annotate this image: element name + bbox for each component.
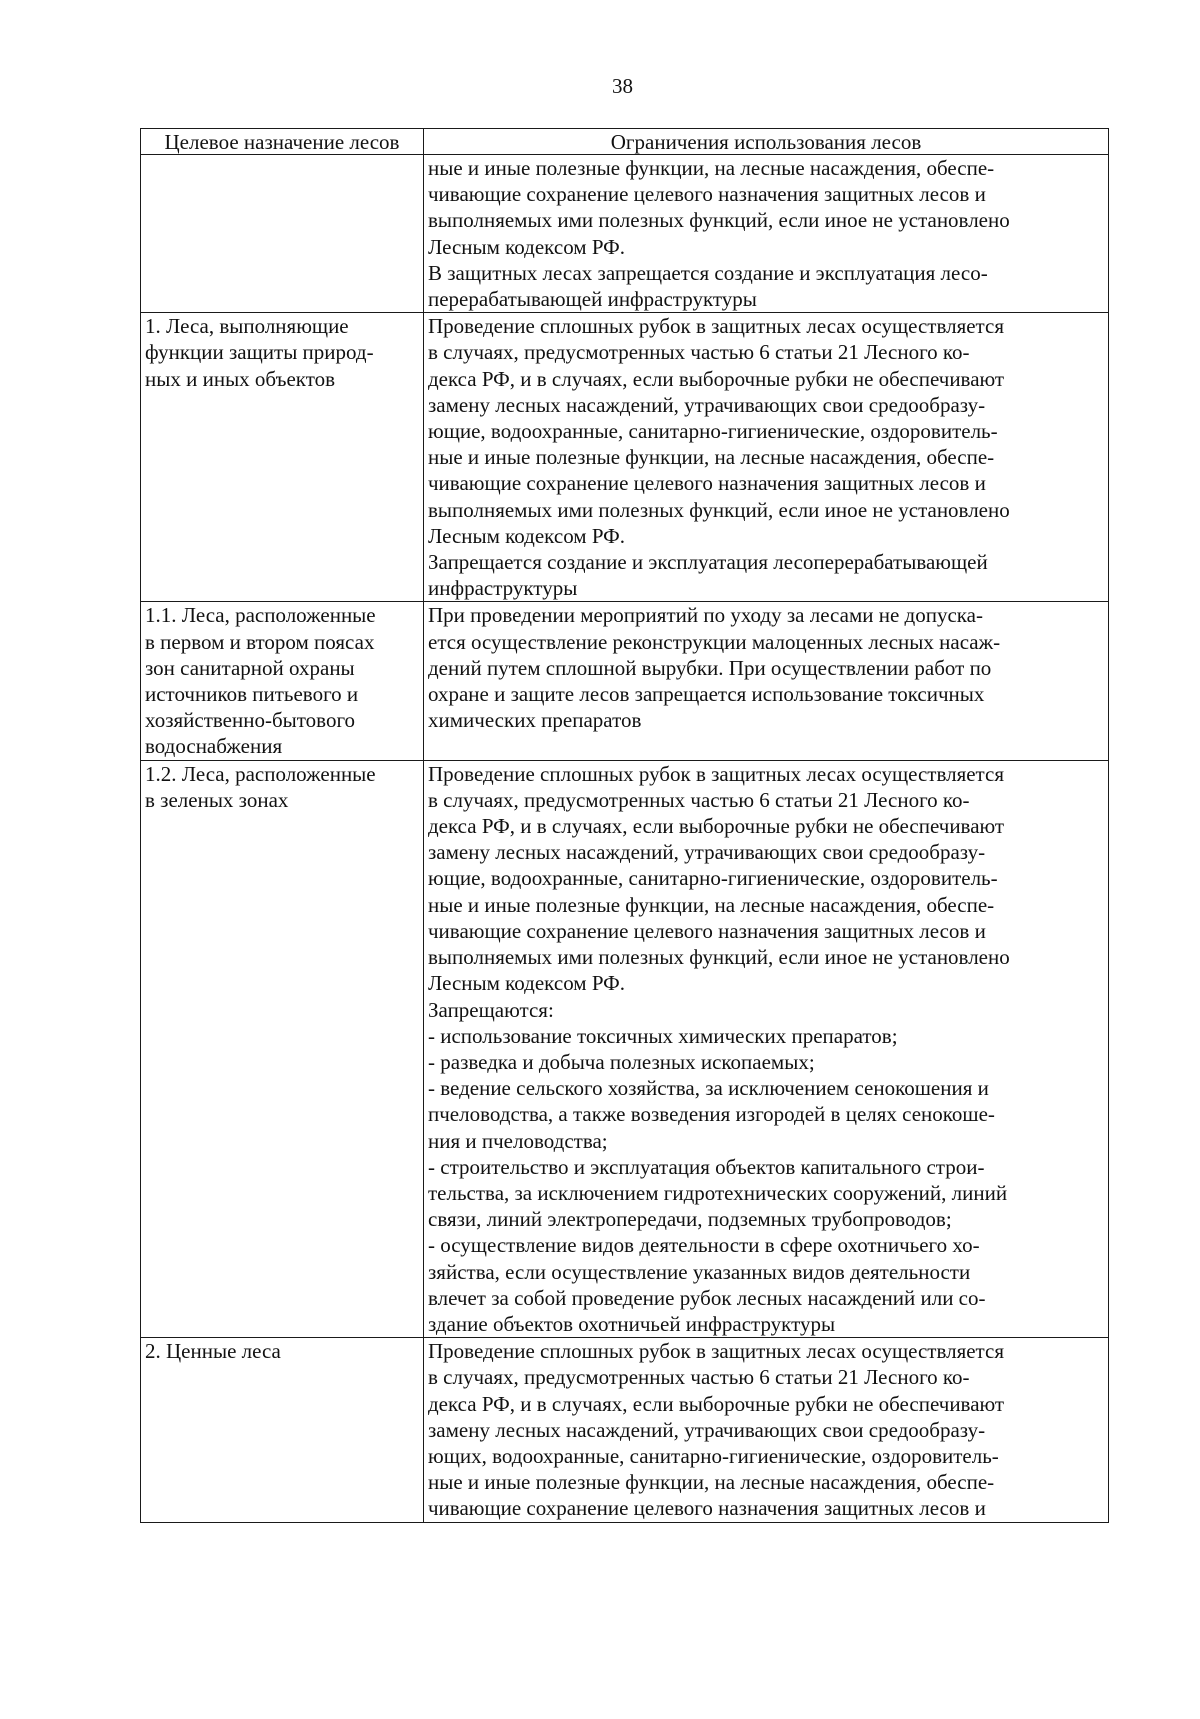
restrictions-cell: Проведение сплошных рубок в защитных лесах осуществляется в случаях, предусмотренных частью 6 статьи 21 Лесного ко- декса РФ, и в случаях, если выборочные рубки не обеспечивают замену лесных насаждений, утрачивающих свои средообразу- ющие, водоохранные, санитарно-гигиенические, оздоровитель- ные и иные полезные функции, на лесные насаждения, обеспе- чивающие сохранение целевого назначения защитных лесов и выполняемых ими полезных функций, если иное не установлено Лесным кодексом РФ. Запрещается создание и эксплуатация лесоперерабатывающей инфраструктуры bbox=[424, 313, 1109, 602]
forest-restrictions-table bbox=[140, 128, 1109, 1523]
header-restrictions: Ограничения использования лесов bbox=[424, 129, 1109, 155]
table-row bbox=[141, 1338, 1109, 1522]
table-row bbox=[141, 155, 1109, 313]
restrictions-cell: Проведение сплошных рубок в защитных лесах осуществляется в случаях, предусмотренных частью 6 статьи 21 Лесного ко- декса РФ, и в случаях, если выборочные рубки не обеспечивают замену лесных насаждений, утрачивающих свои средообразу- ющие, водоохранные, санитарно-гигиенические, оздоровитель- ные и иные полезные функции, на лесные насаждения, обеспе- чивающие сохранение целевого назначения защитных лесов и выполняемых ими полезных функций, если иное не установлено Лесным кодексом РФ. Запрещаются: - использование токсичных химических препаратов; - разведка и добыча полезных ископаемых; - ведение сельского хозяйства, за исключением сенокошения и пчеловодства, а также возведения изгородей в целях сенокоше- ния и пчеловодства; - строительство и эксплуатация объектов капитального строи- тельства, за исключением гидротехнических сооружений, линий связи, линий электропередачи, подземных трубопроводов; - осуществление видов деятельности в сфере охотничьего хо- зяйства, если осуществление указанных видов деятельности влечет за собой проведение рубок лесных насаждений или со- здание объектов охотничьей инфраструктуры bbox=[424, 760, 1109, 1337]
table-row bbox=[141, 313, 1109, 602]
purpose-cell: 1. Леса, выполняющие функции защиты природ- ных и иных объектов bbox=[141, 313, 424, 602]
table-row bbox=[141, 602, 1109, 760]
purpose-cell: 2. Ценные леса bbox=[141, 1338, 424, 1522]
restrictions-cell: Проведение сплошных рубок в защитных лесах осуществляется в случаях, предусмотренных частью 6 статьи 21 Лесного ко- декса РФ, и в случаях, если выборочные рубки не обеспечивают замену лесных насаждений, утрачивающих свои средообразу- ющих, водоохранные, санитарно-гигиенические, оздоровитель- ные и иные полезные функции, на лесные насаждения, обеспе- чивающие сохранение целевого назначения защитных лесов и bbox=[424, 1338, 1109, 1522]
restrictions-cell: ные и иные полезные функции, на лесные насаждения, обеспе- чивающие сохранение целевого назначения защитных лесов и выполняемых ими полезных функций, если иное не установлено Лесным кодексом РФ. В защитных лесах запрещается создание и эксплуатация лесо- перерабатывающей инфраструктуры bbox=[424, 155, 1109, 313]
purpose-cell: 1.1. Леса, расположенные в первом и втором поясах зон санитарной охраны источников питьевого и хозяйственно-бытового водоснабжения bbox=[141, 602, 424, 760]
page-number: 38 bbox=[612, 74, 633, 98]
header-purpose: Целевое назначение лесов bbox=[141, 129, 424, 155]
table-header-row bbox=[141, 129, 1109, 155]
purpose-cell: 1.2. Леса, расположенные в зеленых зонах bbox=[141, 760, 424, 1337]
purpose-cell bbox=[141, 155, 424, 313]
restrictions-cell: При проведении мероприятий по уходу за лесами не допуска- ется осуществление реконструкции малоценных лесных насаж- дений путем сплошной вырубки. При осуществлении работ по охране и защите лесов запрещается использование токсичных химических препаратов bbox=[424, 602, 1109, 760]
table-row bbox=[141, 760, 1109, 1337]
